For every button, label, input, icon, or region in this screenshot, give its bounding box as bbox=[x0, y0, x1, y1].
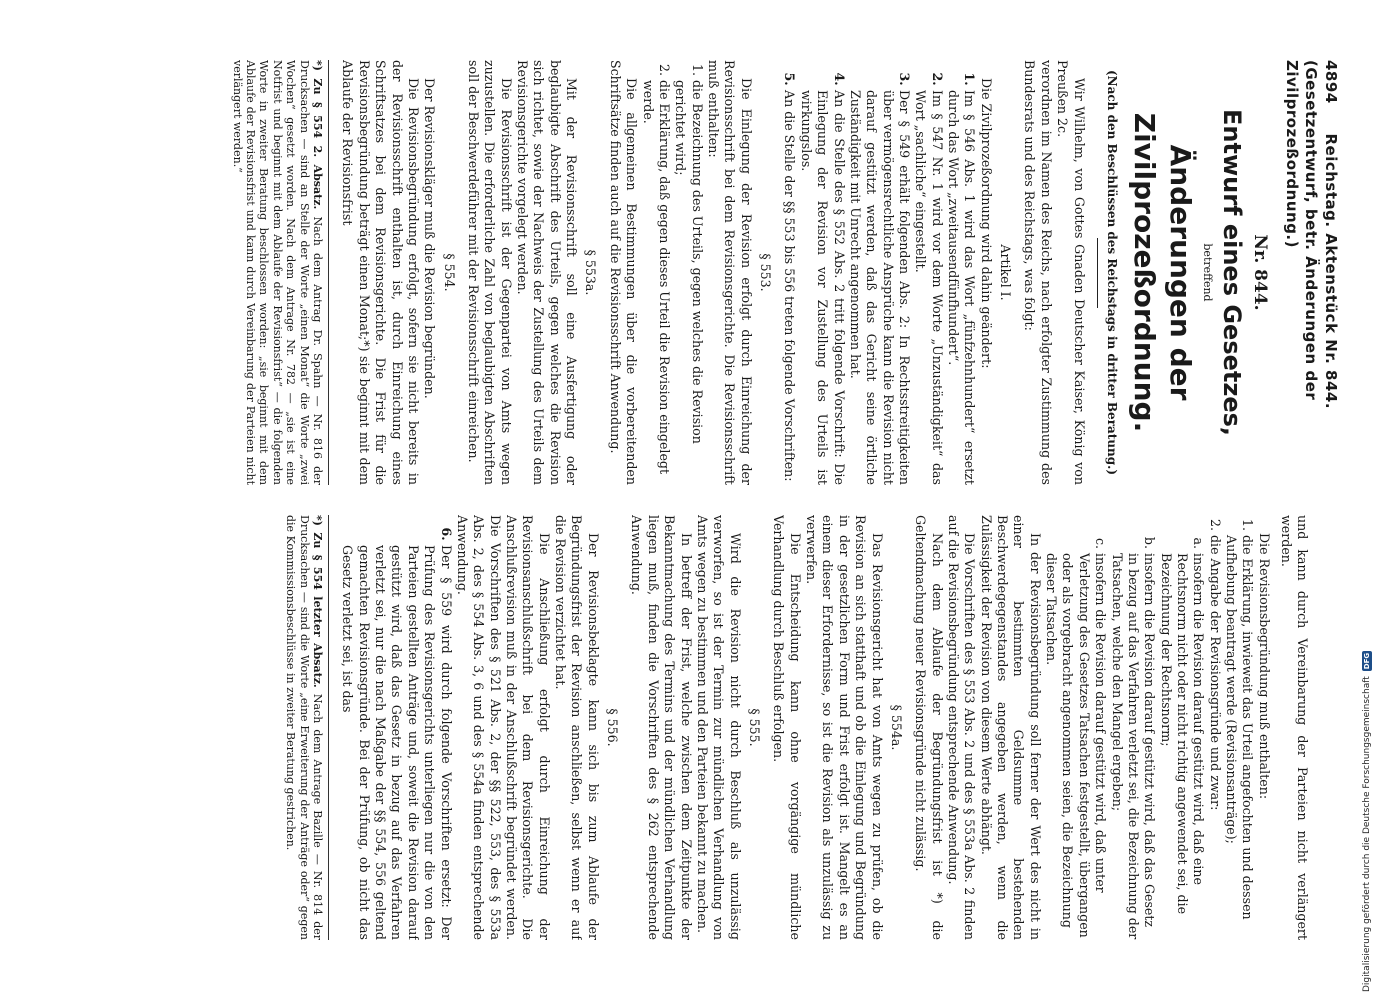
paragraph: Mit der Revisionsschrift soll eine Ausfertigung oder beglaubigte Abschrift des Urteils, gegen welches die Revision sich richtet, sowie der Nachweis der Zustellung des Urteils dem Revisionsgerichte vorgelegt werden. bbox=[515, 60, 580, 485]
sub-list bbox=[639, 60, 704, 485]
document-title: Entwurf eines Gesetzes, bbox=[1218, 108, 1247, 436]
document-subject: Änderungen der Zivilprozeßordnung. bbox=[1127, 112, 1197, 433]
dfg-logo-icon: DFG bbox=[1363, 652, 1371, 670]
footnote-divider bbox=[328, 515, 329, 940]
amendment-item: 2. Im § 547 Nr. 1 wird vor dem Worte „Unzuständigkeit“ das Wort „sachliche“ eingestellt. bbox=[912, 90, 945, 485]
credit-line bbox=[1362, 600, 1372, 992]
amendment-item: 6. Der § 559 wird durch folgende Vorschriften ersetzt: Der Prüfung des Revisionsgerichts unterliegen nur die von den Parteien gestellten Anträge und, soweit die Revision darauf gestützt wird, daß das Gesetz in bezug auf das Verfahren verletzt sei, nur die nach Maßgabe der §§ 554, 556 geltend gemachten Revisionsgründe. Bei der Prüfung, ob nicht das Gesetz verletzt sei, ist das bbox=[339, 545, 454, 940]
left-column bbox=[70, 60, 1340, 485]
paragraph: Der Revisionsbeklagte kann sich bis zum Ablaufe der Begründungsfrist der Revision anschließen, selbst wenn er auf die Revision verzichtet hat. bbox=[553, 515, 601, 940]
paragraph: Nach dem Ablaufe der Begründungsfrist ist *) die Geltendmachung neuer Revisionsgründe nicht zulässig. bbox=[913, 515, 945, 940]
footnote-text: Nach dem Antrage Bazille — Nr. 814 der Drucksachen — sind die Worte „eine Erweiterung der Anträge oder“ gegen die Kommissionsbeschlüsse in zweiter Beratung gestrichen. bbox=[284, 515, 325, 940]
paragraph: Das Revisionsgericht hat von Amts wegen zu prüfen, ob die Revision an sich statthaft und ob die Einlegung und Begründung in der gesetzlichen Form und Frist erfolgt ist. Mangelt es an einem dieser Erfordernisse, so ist die Revision als unzulässig zu verwerfen. bbox=[804, 515, 885, 940]
footnote bbox=[230, 60, 324, 485]
amendment-item: 5. An die Stelle der §§ 553 bis 556 treten folgende Vorschriften: bbox=[781, 90, 797, 485]
paragraph: Die Entscheidung kann ohne vorgängige mündliche Verhandlung durch Beschluß erfolgen. bbox=[771, 515, 803, 940]
scanned-page bbox=[70, 60, 1340, 940]
paragraph: In der Revisionsbegründung soll ferner der Wert des nicht in einer bestimmten Geldsumme bestehenden Beschwerdegegenstandes angegeben werden, wenn die Zulässigkeit der Revision von diesem Werte abhängt. bbox=[978, 515, 1043, 940]
page-header-spacer bbox=[1321, 515, 1341, 940]
paragraph: Die Revisionsschrift ist der Gegenpartei von Amts wegen zuzustellen. Die erforderliche Zahl von beglaubigten Abschriften soll der Beschwerdeführer mit der Revisionsschrift einreichen. bbox=[465, 60, 514, 485]
document-note: (Nach den Beschlüssen des Reichstags in dritter Beratung.) bbox=[1105, 69, 1120, 476]
right-column bbox=[70, 515, 1340, 940]
preamble-line: Wir Wilhelm, von Gottes Gnaden Deutscher Kaiser, König von Preußen 2c. bbox=[1055, 60, 1087, 485]
paragraph: Die Einlegung der Revision erfolgt durch Einreichung der Revisionsschrift bei dem Revisionsgerichte. Die Revisionsschrift muß enthalten: bbox=[706, 60, 754, 485]
artikel-heading: Artikel I. bbox=[998, 244, 1014, 301]
sub-list bbox=[1043, 515, 1256, 940]
alpha-list bbox=[1043, 535, 1207, 940]
section-heading: § 556. bbox=[605, 708, 621, 747]
paragraph: Die Revisionsbegründung erfolgt, sofern sie nicht bereits in der Revisionsschrift enthalten ist, durch Einreichung eines Schriftsatzes bei dem Revisionsgerichte. Die Frist für die Revisionsbegründung beträgt einen Monat;*) sie beginnt mit dem Ablaufe der Revisionsfrist bbox=[340, 60, 421, 485]
alpha-item: a. insofern die Revision darauf gestützt wird, daß eine Rechtsnorm nicht oder nicht richtig angewendet sei, die Bezeichnung der Rechtsnorm; bbox=[1157, 553, 1206, 940]
paragraph: Der Revisionskläger muß die Revision begründen. bbox=[422, 78, 438, 399]
paragraph: In betreff der Frist, welche zwischen dem Zeitpunkte der Bekanntmachung des Termins und der mündlichen Verhandlung liegen muß, finden die Vorschriften des § 262 entsprechende Anwendung. bbox=[629, 515, 694, 940]
preamble-line: verordnen im Namen des Reichs, nach erfolgter Zustimmung des Bundesrats und des Reichstags, was folgt: bbox=[1022, 60, 1054, 485]
paragraph: Die Revisionsbegründung muß enthalten: bbox=[1256, 533, 1272, 800]
credit-strip bbox=[1362, 600, 1378, 992]
page-number: 4894 bbox=[1322, 60, 1340, 104]
paragraph: Die allgemeinen Bestimmungen über die vorbereitenden Schriftsätze finden auch auf die Revisionsschrift Anwendung. bbox=[607, 60, 640, 485]
sub-item: 2. die Erklärung, daß gegen dieses Urteil die Revision eingelegt werde. bbox=[639, 80, 672, 485]
amendment-list bbox=[781, 60, 977, 485]
running-title: Reichstag. Aktenstück Nr. 844. (Gesetzentwurf, betr. Änderungen der Zivilprozeßordnung.) bbox=[1283, 60, 1340, 410]
page-header bbox=[1282, 60, 1341, 485]
sub-item bbox=[1043, 535, 1223, 940]
section-heading: § 554a. bbox=[888, 704, 904, 751]
footnote-lead: *) Zu § 554 2. Absatz. bbox=[311, 60, 325, 210]
paragraph: Wird die Revision nicht durch Beschluß als unzulässig verworfen, so ist der Termin zur mündlichen Verhandlung von Amts wegen zu bestimmen und den Parteien bekannt zu machen. bbox=[694, 515, 743, 940]
section-heading: § 553. bbox=[758, 253, 774, 292]
alpha-item: b. insofern die Revision darauf gestützt wird, daß das Gesetz in bezug auf das Verfahren verletzt sei, die Bezeichnung der Tatsachen, welche den Mangel ergeben; bbox=[1108, 553, 1157, 940]
alpha-item: c. insofern die Revision darauf gestützt wird, daß unter Verletzung des Gesetzes Tatsachen festgestellt, übergangen oder als vorgebracht angenommen seien, die Bezeichnung dieser Tatsachen. bbox=[1043, 553, 1108, 940]
paragraph: Die Vorschriften des § 553 Abs. 2 und des § 553a Abs. 2 finden auf die Revisionsbegründung entsprechende Anwendung. bbox=[945, 515, 978, 940]
amendment-item: 1. Im § 546 Abs. 1 wird das Wort „fünfzehnhundert“ ersetzt durch das Wort „zweitausendfünfhundert“. bbox=[945, 90, 978, 485]
amendment-item: 4. An die Stelle des § 552 Abs. 2 tritt folgende Vorschrift: Die Einlegung der Revision vor Zustellung des Urteils ist wirkungslos. bbox=[797, 90, 846, 485]
sub-item-text: die Angabe der Revisionsgründe und zwar: bbox=[1207, 535, 1223, 811]
paragraph: Die Anschließung erfolgt durch Einreichung der Revisionsanschlußschrift bei dem Revisionsgerichte. Die Anschlußrevision muß in der Anschlußschrift begründet werden. Die Vorschriften des § 521 Abs. 2, der §§ 522, 553, des § 553a Abs. 2, des § 554 Abs. 3, 6 und des § 554a finden entsprechende Anwendung. bbox=[454, 515, 552, 940]
document-title-connector: betreffend bbox=[1201, 243, 1215, 302]
section-heading: § 555. bbox=[747, 708, 762, 747]
sub-item: 1. die Erklärung, inwieweit das Urteil angefochten und dessen Aufhebung beantragt werde (Revisionsanträge); bbox=[1223, 535, 1256, 940]
footnote-text: Nach dem Antrag Dr. Spahn — Nr. 816 der Drucksachen — sind an Stelle der Worte „einen Monat“ die Worte „zwei Wochen“ gesetzt worden. Nach dem Antrage Nr. 782 — „sie ist eine Notfrist und beginnt mit dem Ablaufe der Revisionsfrist“ — die folgenden Worte in zweiter Beratung beschlossen worden: „sie beginnt mit dem Ablaufe der Revisionsfrist und kann durch Vereinbarung der Parteien nicht verlängert werden.“ bbox=[230, 60, 325, 485]
footnote-lead: *) Zu § 554 letzter Absatz. bbox=[311, 515, 325, 688]
footnote-divider bbox=[328, 60, 329, 485]
amendment-list bbox=[339, 515, 454, 940]
paragraph-continuation: und kann durch Vereinbarung der Parteien nicht verlängert werden. bbox=[1279, 515, 1311, 940]
sub-item: 1. die Bezeichnung des Urteils, gegen welches die Revision gerichtet wird; bbox=[672, 80, 705, 485]
section-heading: § 553a. bbox=[583, 249, 599, 296]
title-divider bbox=[1097, 238, 1098, 308]
footnote bbox=[284, 515, 324, 940]
credit-text: Digitalisierung gefördert durch die Deutsche Forschungsgemeinschaft bbox=[1362, 676, 1372, 992]
amendment-item: 3. Der § 549 erhält folgenden Abs. 2: In Rechtsstreitigkeiten über vermögensrechtliche Ansprüche kann die Revision nicht darauf gestützt werden, daß das Gericht seine örtliche Zuständigkeit mit Unrecht angenommen hat. bbox=[847, 90, 912, 485]
section-heading: § 554. bbox=[441, 253, 457, 292]
paragraph: Die Zivilprozeßordnung wird dahin geändert: bbox=[978, 78, 994, 369]
document-number: Nr. 844. bbox=[1250, 234, 1271, 311]
